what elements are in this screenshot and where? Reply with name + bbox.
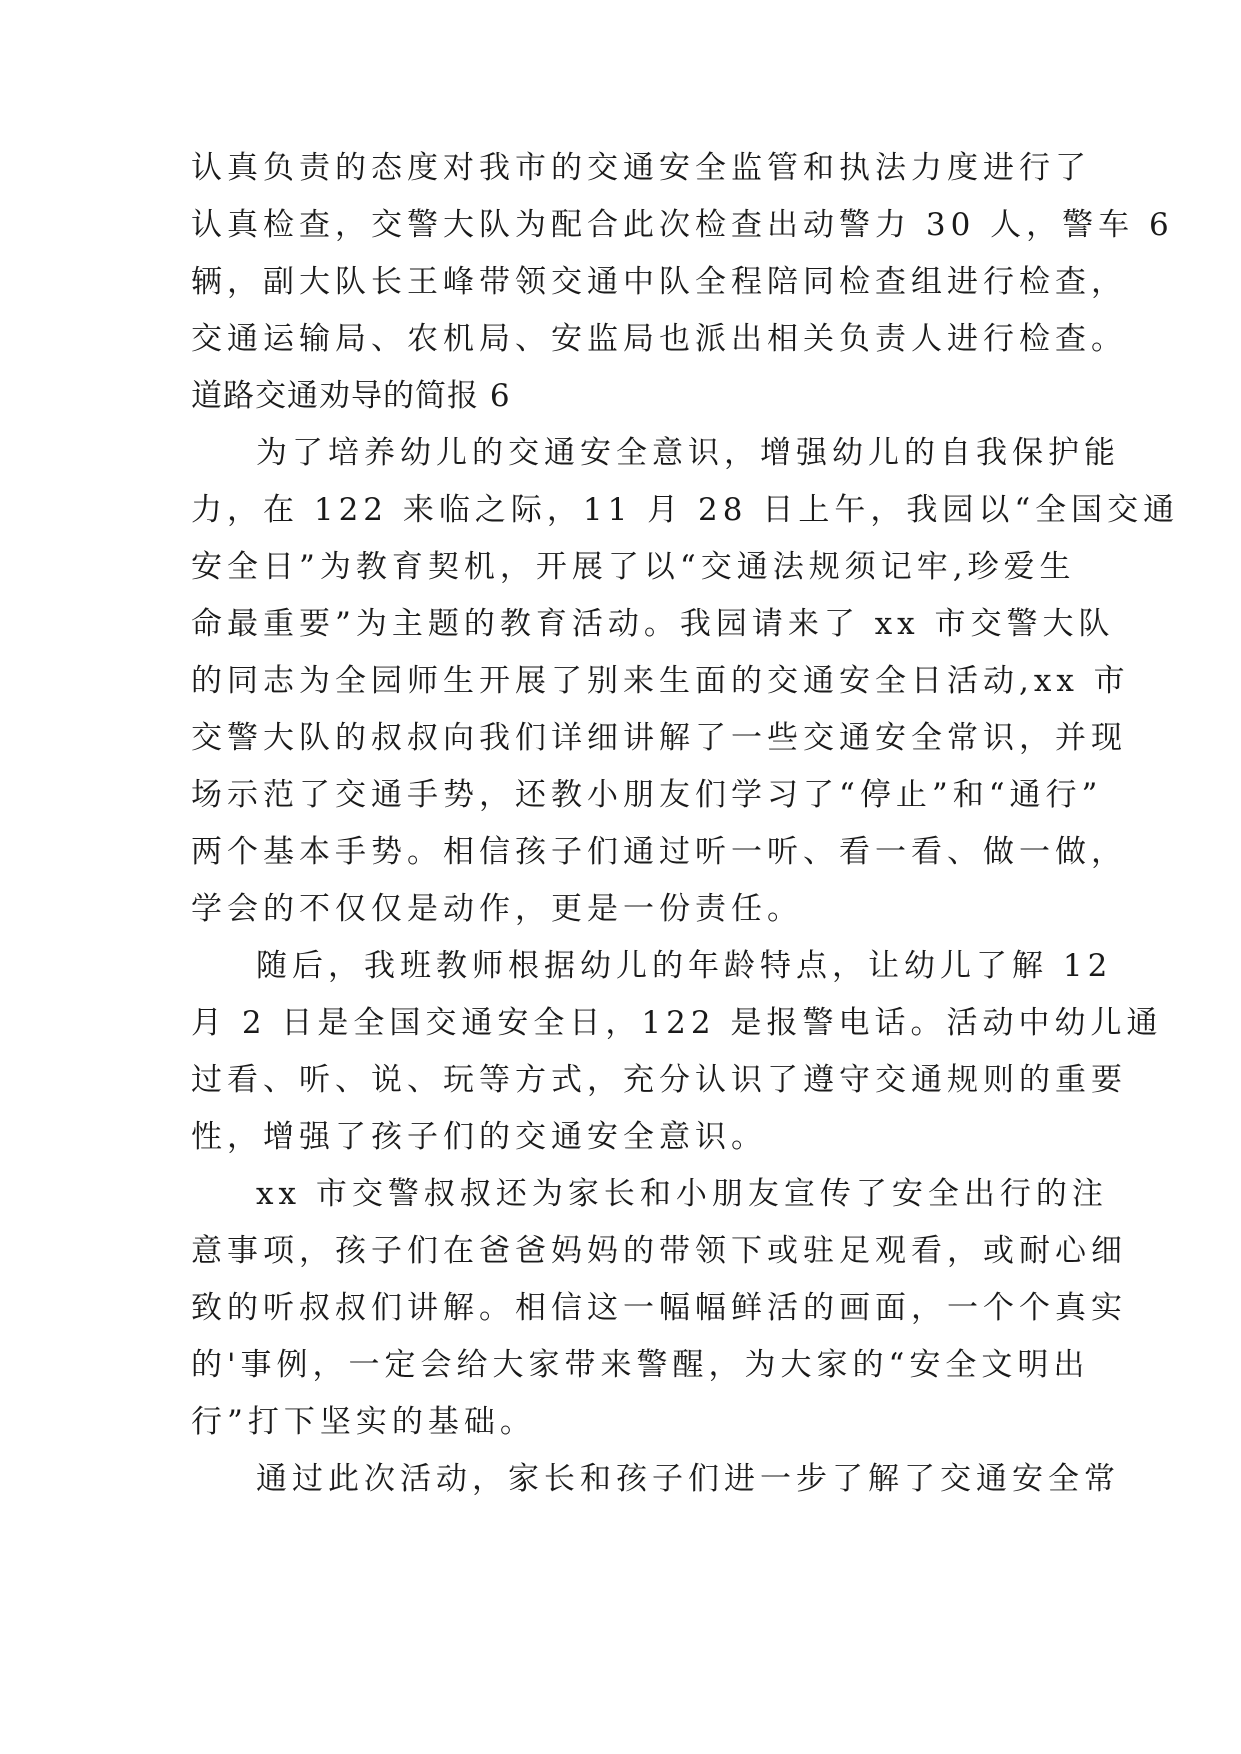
text-line: 力，在 122 来临之际，11 月 28 日上午，我园以“全国交通 — [191, 492, 1180, 528]
section-heading: 道路交通劝导的简报 6 — [191, 378, 511, 414]
text-line: 性，增强了孩子们的交通安全意识。 — [191, 1119, 767, 1155]
text-line: 行”打下坚实的基础。 — [191, 1404, 536, 1440]
paragraph-first-line: 为了培养幼儿的交通安全意识，增强幼儿的自我保护能 — [256, 435, 1120, 471]
text-line: 意事项，孩子们在爸爸妈妈的带领下或驻足观看，或耐心细 — [191, 1233, 1127, 1269]
text-line: 两个基本手势。相信孩子们通过听一听、看一看、做一做， — [191, 834, 1127, 870]
text-line: 辆，副大队长王峰带领交通中队全程陪同检查组进行检查， — [191, 264, 1127, 300]
paragraph-first-line: xx 市交警叔叔还为家长和小朋友宣传了安全出行的注 — [256, 1176, 1108, 1212]
text-line: 认真负责的态度对我市的交通安全监管和执法力度进行了 — [191, 150, 1091, 186]
text-line: 的同志为全园师生开展了别来生面的交通安全日活动,xx 市 — [191, 663, 1130, 699]
text-line: 过看、听、说、玩等方式，充分认识了遵守交通规则的重要 — [191, 1062, 1127, 1098]
text-line: 认真检查，交警大队为配合此次检查出动警力 30 人，警车 6 — [191, 207, 1174, 243]
text-line: 月 2 日是全国交通安全日，122 是报警电话。活动中幼儿通 — [191, 1005, 1163, 1041]
text-line: 交警大队的叔叔向我们详细讲解了一些交通安全常识，并现 — [191, 720, 1127, 756]
text-line: 学会的不仅仅是动作，更是一份责任。 — [191, 891, 803, 927]
paragraph-first-line: 随后，我班教师根据幼儿的年龄特点，让幼儿了解 12 — [256, 948, 1113, 984]
text-line: 命最重要”为主题的教育活动。我园请来了 xx 市交警大队 — [191, 606, 1115, 642]
text-line: 致的听叔叔们讲解。相信这一幅幅鲜活的画面，一个个真实 — [191, 1290, 1127, 1326]
text-line: 场示范了交通手势，还教小朋友们学习了“停止”和“通行” — [191, 777, 1103, 813]
text-line: 安全日”为教育契机，开展了以“交通法规须记牢,珍爱生 — [191, 549, 1076, 585]
paragraph-first-line: 通过此次活动，家长和孩子们进一步了解了交通安全常 — [256, 1461, 1120, 1497]
text-line: 的'事例，一定会给大家带来警醒，为大家的“安全文明出 — [191, 1347, 1090, 1383]
text-line: 交通运输局、农机局、安监局也派出相关负责人进行检查。 — [191, 321, 1127, 357]
